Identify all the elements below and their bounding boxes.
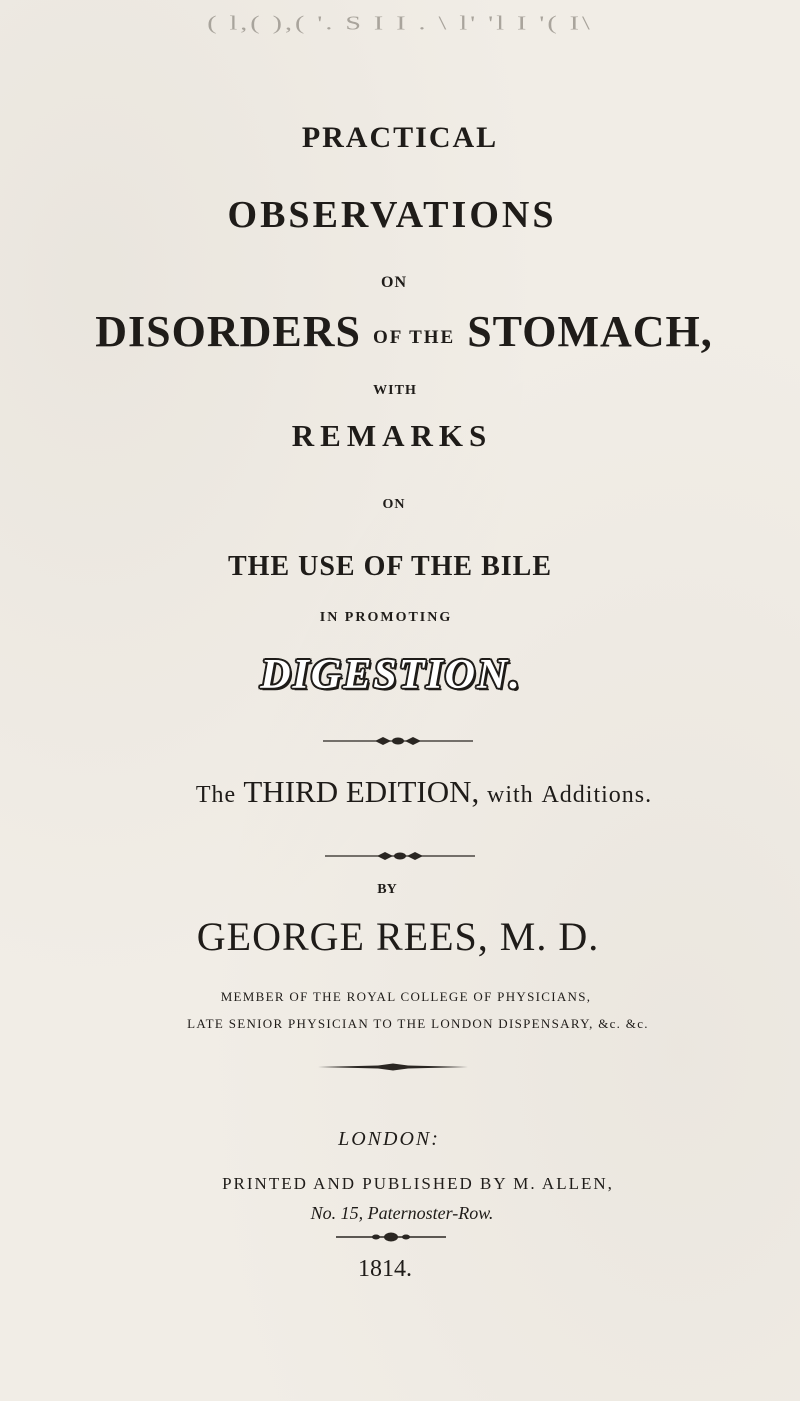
title-practical: PRACTICAL xyxy=(301,121,499,154)
imprint-city: LONDON: xyxy=(338,1128,440,1150)
author-credential-2: LATE SENIOR PHYSICIAN TO THE LONDON DISPENSARY, &c. &c. xyxy=(187,1016,649,1031)
bleed-through-text: ( l,( ),( '. S I I . \ l' 'l I '( I\ xyxy=(207,12,593,35)
title-on: ON xyxy=(381,274,407,291)
edition-line xyxy=(24,776,800,807)
author-by: BY xyxy=(377,882,397,897)
imprint-year: 1814. xyxy=(358,1256,412,1282)
edition-main: THIRD EDITION, xyxy=(243,774,480,809)
edition-with: with xyxy=(487,782,534,808)
title-remarks: REMARKS xyxy=(291,418,493,453)
edition-the: The xyxy=(195,782,237,808)
title-observations: OBSERVATIONS xyxy=(227,194,557,236)
ornament-rule-3 xyxy=(318,1062,468,1072)
title-stomach: STOMACH, xyxy=(467,307,713,356)
ornament-rule-4 xyxy=(336,1231,446,1243)
title-of-the: OF THE xyxy=(372,327,456,348)
title-with: WITH xyxy=(373,383,417,398)
ornament-rule-2 xyxy=(325,850,475,862)
title-disorders: DISORDERS xyxy=(95,307,361,356)
author-credential-1: MEMBER OF THE ROYAL COLLEGE OF PHYSICIANS, xyxy=(220,989,592,1004)
ornament-rule-1 xyxy=(323,735,473,747)
title-on-second: ON xyxy=(382,497,406,512)
title-bile: THE USE OF THE BILE xyxy=(228,551,552,582)
author-name: GEORGE REES, M. D. xyxy=(196,914,600,959)
title-promoting: IN PROMOTING xyxy=(319,610,453,625)
title-disorders-line xyxy=(4,307,800,356)
edition-additions: Additions. xyxy=(541,782,653,808)
imprint-address: No. 15, Paternoster-Row. xyxy=(310,1203,494,1223)
imprint-printer: PRINTED AND PUBLISHED BY M. ALLEN, xyxy=(222,1174,614,1193)
title-digestion: DIGESTION. xyxy=(260,652,522,698)
